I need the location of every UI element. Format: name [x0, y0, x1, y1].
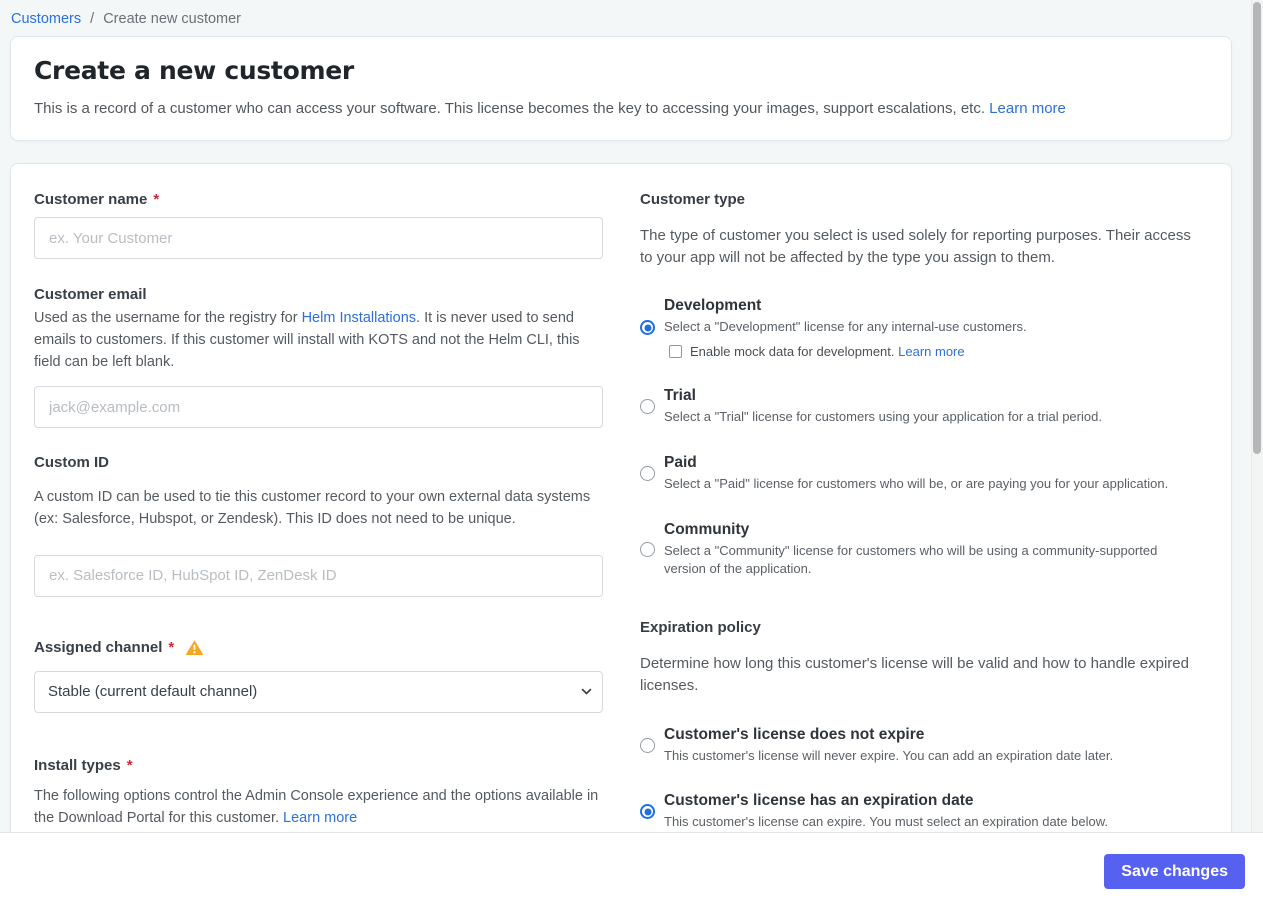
option-desc-community: Select a "Community" license for customers who will be using a community-supported version of the application.: [664, 543, 1158, 577]
header-card: [10, 36, 1232, 141]
save-changes-button[interactable]: Save changes: [1104, 854, 1245, 889]
page-description: [34, 98, 1207, 119]
customer-type-option-development: [640, 297, 1195, 359]
assigned-channel-field-group: [34, 639, 603, 713]
install-types-help-text: [34, 786, 603, 830]
radio-license-has-expiration[interactable]: [640, 804, 655, 819]
scrollbar-thumb[interactable]: [1253, 2, 1261, 454]
assigned-channel-select[interactable]: [34, 671, 603, 713]
custom-id-label: [34, 454, 603, 471]
form-left-column: [34, 191, 603, 905]
customer-type-option-paid: [640, 454, 1195, 493]
option-text: [664, 454, 1195, 493]
customer-email-help-text: [34, 308, 603, 373]
customer-name-field-group: [34, 191, 603, 259]
customer-type-description: The type of customer you select is used solely for reporting purposes. Their access to your app will not be affected by the type you assign to them.: [640, 227, 1191, 266]
expiration-option-no-expire: [640, 726, 1195, 765]
install-types-help-body: The following options control the Admin Console experience and the options available in the Download Portal for this customer.: [34, 787, 599, 826]
radio-development[interactable]: [640, 320, 655, 335]
radio-paid[interactable]: [640, 466, 655, 481]
helm-installations-link[interactable]: Helm Installations: [301, 310, 417, 326]
customer-email-input[interactable]: [34, 386, 603, 428]
option-text: [664, 521, 1195, 578]
customer-email-label: [34, 286, 603, 303]
mock-data-learn-more-link[interactable]: Learn more: [898, 343, 965, 359]
option-title-has-date: Customer's license has an expiration date: [664, 792, 974, 810]
option-desc-no-expire: This customer's license will never expire. You can add an expiration date later.: [664, 747, 1114, 763]
email-help-after: . It is never used to send emails to customers. If this customer will install with KOTS and not the Helm CLI, this field can be left blank.: [34, 310, 580, 370]
breadcrumb-current: Create new customer: [103, 11, 242, 27]
footer-bar: [0, 832, 1263, 905]
install-types-label: [34, 757, 603, 774]
customer-type-option-trial: [640, 387, 1195, 426]
option-desc-paid: Select a "Paid" license for customers who will be, or are paying you for your application.: [664, 475, 1169, 491]
customer-email-field-group: [34, 286, 603, 428]
radio-trial[interactable]: [640, 399, 655, 414]
form-right-column: [640, 191, 1195, 905]
option-title-trial: Trial: [664, 386, 696, 404]
customer-type-heading: Customer type: [640, 191, 746, 208]
customer-name-label-text: Customer name: [34, 191, 148, 208]
header-learn-more-link[interactable]: Learn more: [989, 100, 1066, 117]
customer-form-card: [10, 163, 1232, 905]
install-types-field-group: [34, 757, 603, 830]
assigned-channel-label-text: Assigned channel: [34, 638, 163, 656]
mock-data-label-text: Enable mock data for development.: [690, 343, 895, 359]
expiration-policy-section: [640, 619, 1195, 831]
assigned-channel-label: [34, 639, 603, 656]
option-desc-trial: Select a "Trial" license for customers using your application for a trial period.: [664, 408, 1102, 424]
expiration-policy-description: Determine how long this customer's license will be valid and how to handle expired licenses.: [640, 655, 1189, 695]
option-text: [664, 297, 1195, 359]
mock-data-checkbox[interactable]: [669, 345, 682, 358]
option-text: [664, 387, 1195, 426]
breadcrumb-link-customers[interactable]: Customers: [11, 11, 82, 27]
customer-type-section: [640, 191, 1195, 578]
page-title: Create a new customer: [34, 56, 354, 85]
option-text: [664, 726, 1195, 765]
radio-license-does-not-expire[interactable]: [640, 738, 655, 753]
breadcrumb: [0, 0, 1263, 36]
custom-id-input[interactable]: [34, 555, 603, 597]
custom-id-help-text: A custom ID can be used to tie this customer record to your own external data systems (ex: Salesforce, Hubspot, or Zendesk). This ID does not need to be unique.: [34, 489, 591, 527]
option-title-no-expire: Customer's license does not expire: [664, 725, 925, 743]
customer-type-option-community: [640, 521, 1195, 578]
email-help-before: Used as the username for the registry for: [34, 310, 302, 326]
breadcrumb-separator: /: [90, 11, 95, 27]
assigned-channel-select-wrap: [34, 671, 603, 713]
option-title-development: Development: [664, 296, 762, 314]
expiration-option-has-date: [640, 792, 1195, 831]
expiration-policy-heading: Expiration policy: [640, 619, 761, 637]
warning-icon: [185, 639, 204, 656]
mock-data-checkbox-row: [669, 344, 1195, 359]
install-types-label-text: Install types: [34, 756, 121, 774]
custom-id-label-text: Custom ID: [34, 454, 109, 472]
option-desc-has-date: This customer's license can expire. You must select an expiration date below.: [664, 814, 1108, 830]
customer-email-label-text: Customer email: [34, 286, 147, 303]
install-types-learn-more-link[interactable]: Learn more: [283, 809, 358, 826]
required-asterisk: *: [168, 638, 175, 656]
custom-id-field-group: [34, 454, 603, 597]
customer-name-label: [34, 191, 603, 208]
required-asterisk: *: [126, 756, 133, 774]
customer-name-input[interactable]: [34, 217, 603, 259]
option-desc-development: Select a "Development" license for any internal-use customers.: [664, 318, 1027, 334]
radio-community[interactable]: [640, 542, 655, 557]
scrollbar-track[interactable]: [1251, 0, 1263, 833]
option-title-community: Community: [664, 521, 750, 539]
option-title-paid: Paid: [664, 453, 697, 471]
option-text: [664, 792, 1195, 831]
page-description-text: This is a record of a customer who can access your software. This license becomes the key to accessing your images, support escalations, etc.: [34, 100, 985, 117]
mock-data-checkbox-label: [690, 344, 965, 359]
required-asterisk: *: [153, 191, 160, 208]
